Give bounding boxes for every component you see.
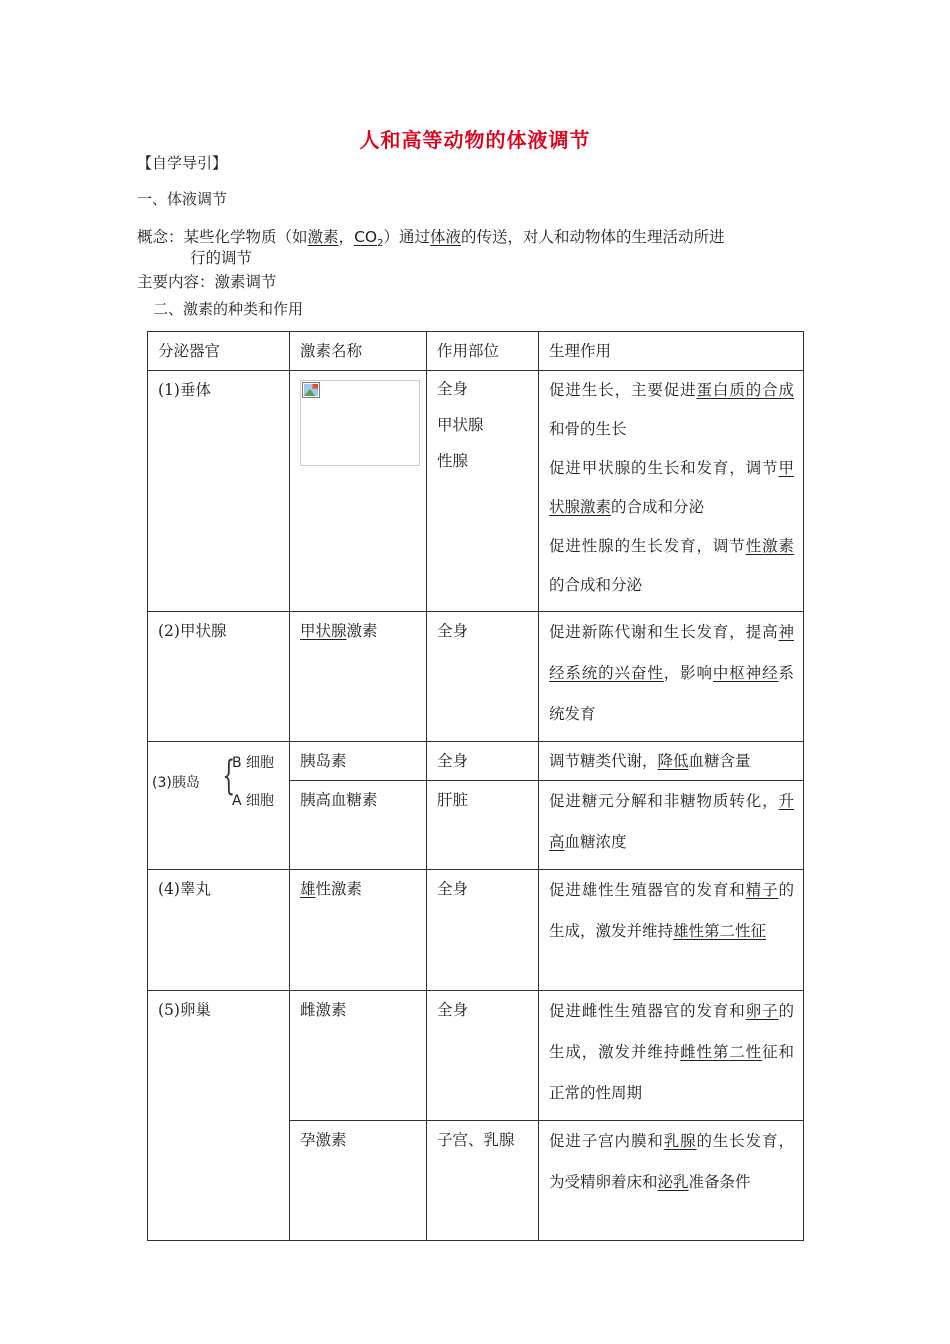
broken-image-icon: [302, 382, 320, 398]
organ-cell: (1)垂体: [148, 371, 290, 612]
underline-hormone: 激素: [307, 228, 339, 246]
hormone-name-cell: 胰岛素: [290, 742, 427, 781]
hormone-name-cell: 孕激素: [290, 1121, 427, 1241]
hormone-name-cell: 甲状腺激素: [290, 612, 427, 742]
brace-glyph: {: [222, 753, 236, 799]
table-row-thyroid: [148, 612, 804, 742]
hormone-name-cell: 雌激素: [290, 991, 427, 1121]
islet-brace-label: (3)胰岛 { B 细胞 A 细胞: [152, 753, 275, 809]
table-row-testis: [148, 870, 804, 991]
table-row-insulin: [148, 742, 804, 781]
page-title: 人和高等动物的体液调节: [359, 128, 591, 152]
organ-cell-islet: [148, 742, 290, 870]
concept-label: 概念：: [137, 228, 184, 246]
section-heading-1: 一、体液调节: [137, 190, 228, 208]
hormone-table: [147, 331, 804, 1241]
effect-cell: 促进雄性生殖器官的发育和精子的生成，激发并维持雄性第二性征: [539, 870, 804, 991]
organ-cell: (5)卵巢: [148, 991, 290, 1241]
header-hormone-name: 激素名称: [290, 332, 427, 371]
organ-cell: (4)睾丸: [148, 870, 290, 991]
hormone-name-cell: 胰高血糖素: [290, 781, 427, 870]
underline-body-fluid: 体液: [429, 228, 461, 246]
main-content-line: 主要内容：激素调节: [137, 273, 277, 291]
section-heading-2: 二、激素的种类和作用: [153, 300, 304, 318]
table-row-pituitary: [148, 371, 804, 612]
site-cell: 全身 甲状腺 性腺: [427, 371, 539, 612]
hormone-name-cell: 雄性激素: [290, 870, 427, 991]
header-site: 作用部位: [427, 332, 539, 371]
site-cell: 子宫、乳腺: [427, 1121, 539, 1241]
concept-line: 概念：某些化学物质（如激素，$CO_2$）通过体液的传送，对人和动物体的生理活动所进: [137, 228, 725, 250]
hormone-name-cell: [290, 371, 427, 612]
site-cell: 全身: [427, 991, 539, 1121]
site-cell: 全身: [427, 612, 539, 742]
effect-cell: 促进雌性生殖器官的发育和卵子的生成，激发并维持雌性第二性征和正常的性周期: [539, 991, 804, 1121]
table-header-row: [148, 332, 804, 371]
concept-line-2: 行的调节: [190, 249, 253, 267]
effect-cell: 促进子宫内膜和乳腺的生长发育，为受精卵着床和泌乳准备条件: [539, 1121, 804, 1241]
header-effect: 生理作用: [539, 332, 804, 371]
effect-cell: 促进新陈代谢和生长发育，提高神经系统的兴奋性，影响中枢神经系统发育: [539, 612, 804, 742]
effect-cell: 促进生长，主要促进蛋白质的合成和骨的生长 促进甲状腺的生长和发育，调节甲状腺激素的合成和分泌 促进性腺的生长发育，调节性激素的合成和分泌: [539, 371, 804, 612]
underline-co2: $CO_2$: [354, 228, 384, 250]
effect-cell: 调节糖类代谢，降低血糖含量: [539, 742, 804, 781]
site-cell: 全身: [427, 870, 539, 991]
guide-label: 【自学导引】: [137, 154, 228, 172]
site-cell: 全身: [427, 742, 539, 781]
organ-cell: (2)甲状腺: [148, 612, 290, 742]
site-cell: 肝脏: [427, 781, 539, 870]
broken-image: [300, 380, 420, 466]
table-row-estrogen: [148, 991, 804, 1121]
header-organ: 分泌器官: [148, 332, 290, 371]
effect-cell: 促进糖元分解和非糖物质转化，升高血糖浓度: [539, 781, 804, 870]
